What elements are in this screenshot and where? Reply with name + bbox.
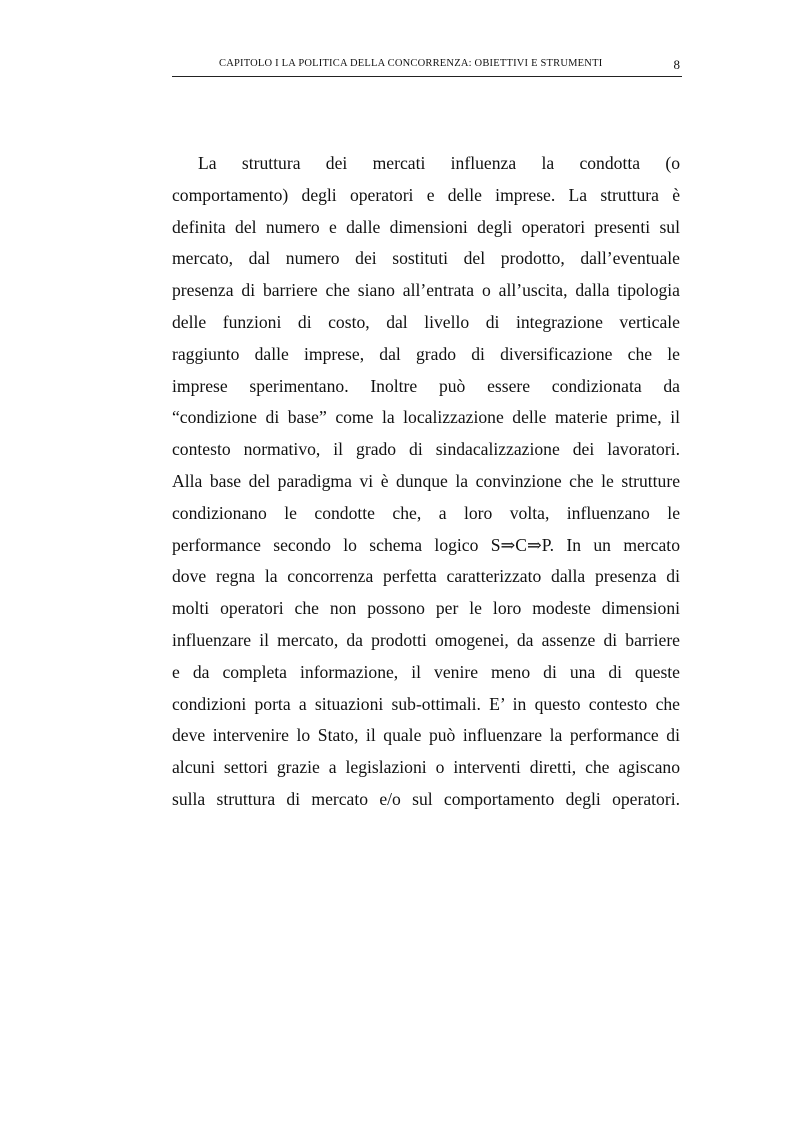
paragraph-line: influenzare il mercato, da prodotti omogenei, da assenze di barriere [172, 629, 680, 650]
paragraph-line: Alla base del paradigma vi è dunque la convinzione che le strutture [172, 470, 680, 491]
paragraph-line: raggiunto dalle imprese, dal grado di diversificazione che le [172, 343, 680, 364]
chapter-title: CAPITOLO I LA POLITICA DELLA CONCORRENZA: OBIETTIVI E STRUMENTI [219, 58, 603, 69]
paragraph-line: sulla struttura di mercato e/o sul comportamento degli operatori. [172, 788, 680, 809]
paragraph-line: performance secondo lo schema logico S⇒C⇒P. In un mercato [172, 534, 680, 555]
paragraph-line: contesto normativo, il grado di sindacalizzazione dei lavoratori. [172, 439, 680, 460]
paragraph-line: presenza di barriere che siano all’entrata o all’uscita, dalla tipologia [172, 280, 680, 301]
paragraph-line: dove regna la concorrenza perfetta caratterizzato dalla presenza di [172, 566, 680, 587]
body-paragraph [172, 148, 680, 816]
paragraph-line: La struttura dei mercati influenza la condotta (o [198, 153, 680, 173]
paragraph-line: condizionano le condotte che, a loro volta, influenzano le [172, 502, 680, 523]
paragraph-line: mercato, dal numero dei sostituti del prodotto, dall’eventuale [172, 248, 680, 269]
paragraph-line: e da completa informazione, il venire meno di una di queste [172, 661, 680, 682]
paragraph-line: alcuni settori grazie a legislazioni o interventi diretti, che agiscano [172, 757, 680, 778]
paragraph-line: imprese sperimentano. Inoltre può essere condizionata da [172, 375, 680, 396]
paragraph-line: condizioni porta a situazioni sub-ottimali. E’ in questo contesto che [172, 693, 680, 714]
paragraph-line: molti operatori che non possono per le loro modeste dimensioni [172, 598, 680, 619]
paragraph-line: comportamento) degli operatori e delle imprese. La struttura è [172, 184, 680, 205]
page-number: 8 [673, 57, 680, 72]
paragraph-line: “condizione di base” come la localizzazione delle materie prime, il [172, 407, 680, 428]
page-header [172, 54, 682, 77]
paragraph-line: definita del numero e dalle dimensioni degli operatori presenti sul [172, 216, 680, 237]
paragraph-line: delle funzioni di costo, dal livello di integrazione verticale [172, 311, 680, 332]
paragraph-line: deve intervenire lo Stato, il quale può influenzare la performance di [172, 725, 680, 746]
